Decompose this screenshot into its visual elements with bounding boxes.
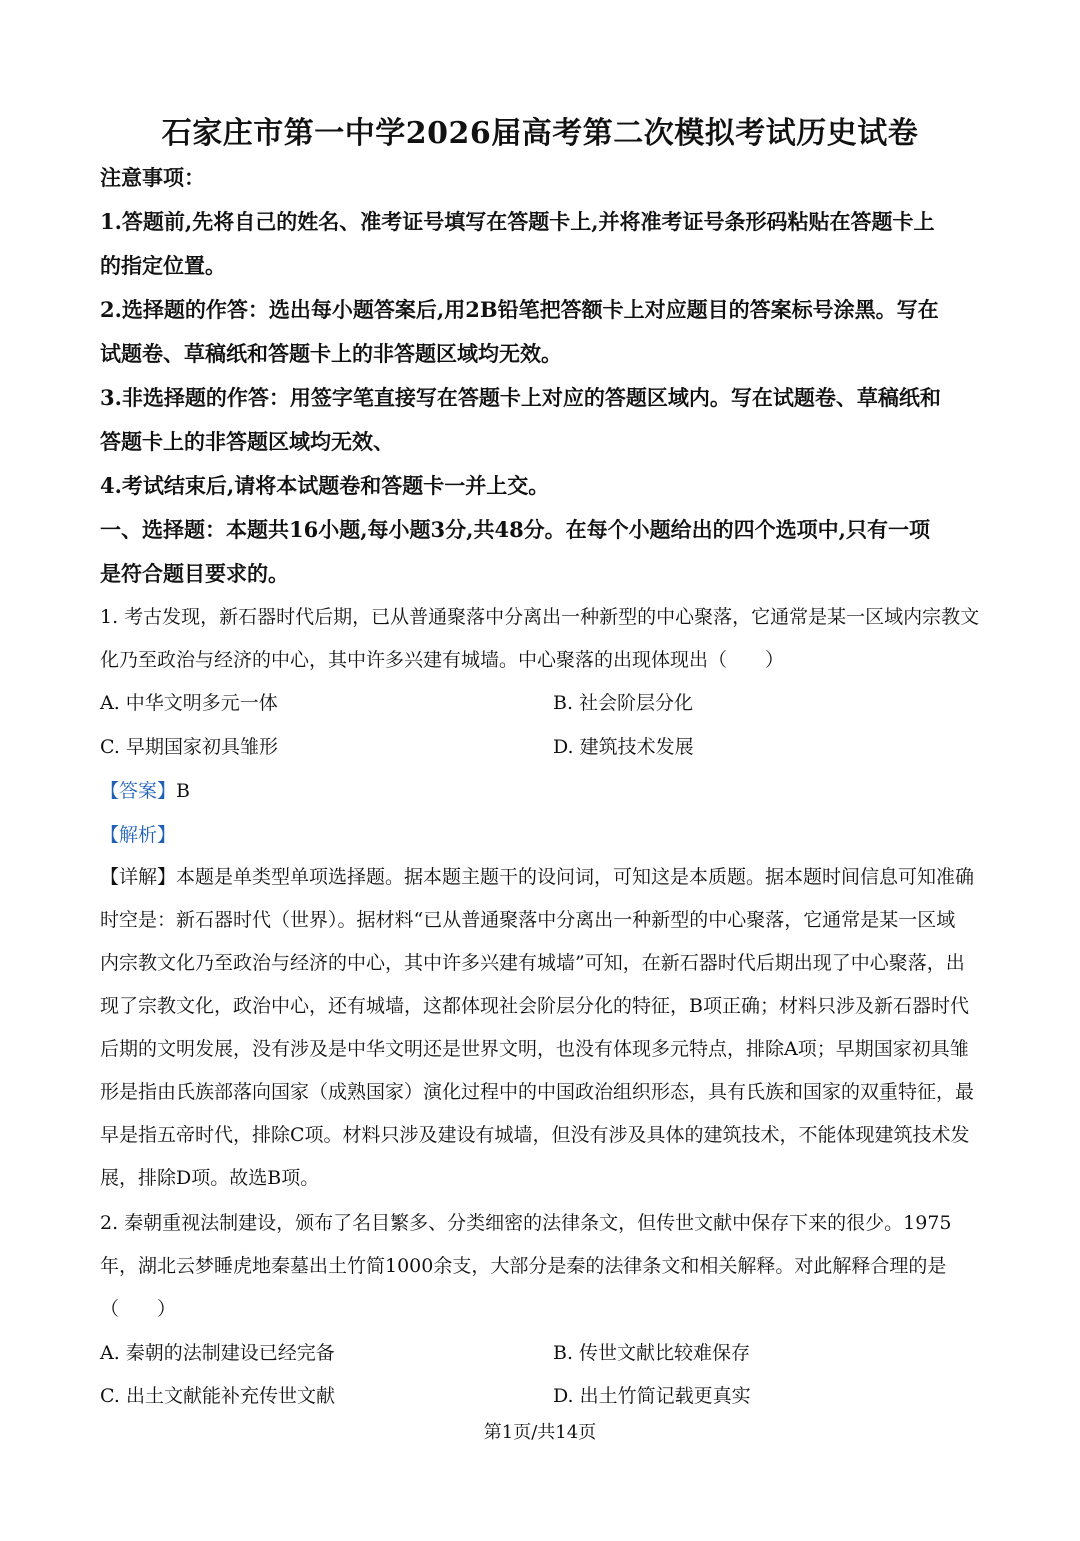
- q1-detail-5: 后期的文明发展，没有涉及是中华文明还是世界文明，也没有体现多元特点，排除A项；早期国家初具雏: [100, 1038, 969, 1060]
- question-2-stem-cont: 年，湖北云梦睡虎地秦墓出土竹简1000余支，大部分是秦的法律条文和相关解释。对此解释合理的是: [100, 1255, 947, 1277]
- q1-detail-8: 展，排除D项。故选B项。: [100, 1167, 320, 1189]
- detail-text: 本题是单类型单项选择题。据本题主题干的设问词，可知这是本质题。据本题时间信息可知准确: [176, 866, 975, 888]
- question-2-stem: 2. 秦朝重视法制建设，颁布了名目繁多、分类细密的法律条文，但传世文献中保存下来的很少。1975: [100, 1212, 952, 1234]
- q1-answer: [100, 776, 1010, 803]
- notice-item-4: 4.考试结束后,请将本试题卷和答题卡一并上交。: [100, 473, 550, 498]
- q1-analysis-label: 【解析】: [100, 824, 177, 846]
- section-heading-cont: 是符合题目要求的。: [100, 561, 289, 586]
- q1-detail-7: 早是指五帝时代，排除C项。材料只涉及建设有城墙，但没有涉及具体的建筑技术，不能体现建筑技术发: [100, 1124, 970, 1146]
- question-1-stem: 1. 考古发现，新石器时代后期，已从普通聚落中分离出一种新型的中心聚落，它通常是某一区域内宗教文: [100, 606, 980, 628]
- notice-item-2-cont: 试题卷、草稿纸和答题卡上的非答题区域均无效。: [100, 341, 562, 366]
- q2-option-b: B. 传世文献比较难保存: [553, 1342, 751, 1364]
- page-title: 石家庄市第一中学2026届高考第二次模拟考试历史试卷: [161, 116, 919, 151]
- q1-detail-1: [100, 862, 1010, 889]
- notice-item-3-cont: 答题卡上的非答题区域均无效、: [100, 429, 394, 454]
- q1-option-d: D. 建筑技术发展: [553, 736, 694, 758]
- q1-option-c: C. 早期国家初具雏形: [100, 736, 278, 758]
- answer-value: B: [176, 780, 190, 802]
- detail-label: 【详解】: [100, 866, 177, 888]
- section-heading: 一、选择题：本题共16小题,每小题3分,共48分。在每个小题给出的四个选项中,只有一项: [100, 517, 930, 542]
- question-1-stem-cont: 化乃至政治与经济的中心，其中许多兴建有城墙。中心聚落的出现体现出（ ）: [100, 649, 785, 671]
- question-2-blank: （ ）: [100, 1298, 177, 1320]
- q1-detail-6: 形是指由氏族部落向国家（成熟国家）演化过程中的中国政治组织形态，具有氏族和国家的双重特征，最: [100, 1081, 975, 1103]
- q2-option-c: C. 出土文献能补充传世文献: [100, 1385, 335, 1407]
- q1-option-b: B. 社会阶层分化: [553, 692, 694, 714]
- notice-heading: 注意事项：: [100, 165, 205, 190]
- notice-item-1: 1.答题前,先将自己的姓名、准考证号填写在答题卡上,并将准考证号条形码粘贴在答题卡上: [100, 209, 935, 234]
- q2-option-a: A. 秦朝的法制建设已经完备: [100, 1342, 335, 1364]
- q1-detail-3: 内宗教文化乃至政治与经济的中心，其中许多兴建有城墙”可知，在新石器时代后期出现了中心聚落，出: [100, 952, 965, 974]
- notice-item-2: 2.选择题的作答：选出每小题答案后,用2B铅笔把答额卡上对应题目的答案标号涂黑。写在: [100, 297, 939, 322]
- q1-detail-4: 现了宗教文化，政治中心，还有城墙，这都体现社会阶层分化的特征，B项正确；材料只涉及新石器时代: [100, 995, 969, 1017]
- q1-option-a: A. 中华文明多元一体: [100, 692, 278, 714]
- q2-option-d: D. 出土竹简记载更真实: [553, 1385, 751, 1407]
- q1-detail-2: 时空是：新石器时代（世界）。据材料“已从普通聚落中分离出一种新型的中心聚落，它通常是某一区域: [100, 909, 956, 931]
- answer-label: 【答案】: [100, 780, 177, 802]
- notice-item-1-cont: 的指定位置。: [100, 253, 226, 278]
- page-number: 第1页/共14页: [483, 1422, 597, 1443]
- notice-item-3: 3.非选择题的作答：用签字笔直接写在答题卡上对应的答题区域内。写在试题卷、草稿纸和: [100, 385, 941, 410]
